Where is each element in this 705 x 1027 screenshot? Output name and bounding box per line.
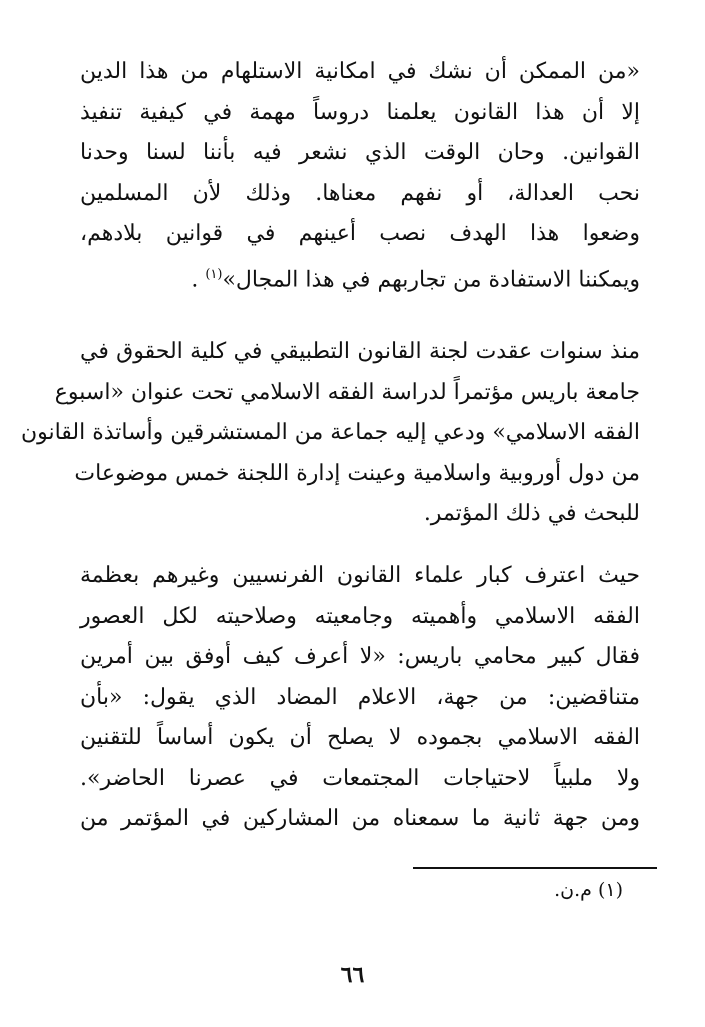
text-line-body: ويمكننا الاستفادة من تجاربهم في هذا المجال» bbox=[222, 266, 640, 292]
footnote-text: (١) م.ن. bbox=[554, 879, 623, 901]
text-line: وضعوا هذا الهدف نصب أعينهم في قوانين بلادهم، bbox=[80, 221, 640, 246]
text-line: الفقه الاسلامي» ودعي إليه جماعة من المستشرقين وأساتذة القانون bbox=[20, 420, 640, 445]
text-line: نحب العدالة، أو نفهم معناها. وذلك لأن المسلمين bbox=[80, 180, 640, 206]
text-line: «من الممكن أن نشك في امكانية الاستلهام من هذا الدين bbox=[80, 59, 640, 84]
text-line: إلا أن هذا القانون يعلمنا دروساً مهمة في كيفية تنفيذ bbox=[80, 99, 640, 125]
paragraph-conference bbox=[20, 332, 640, 535]
text-line: منذ سنوات عقدت لجنة القانون التطبيقي في كلية الحقوق في bbox=[80, 339, 640, 364]
text-line-last: للبحث في ذلك المؤتمر. bbox=[423, 501, 640, 526]
text-line: القوانين. وحان الوقت الذي نشعر فيه بأننا لسنا وحدنا bbox=[80, 140, 640, 165]
text-line: من دول أوروبية واسلامية وعينت إدارة اللجنة خمس موضوعات bbox=[74, 460, 640, 486]
sentence-end: . bbox=[191, 266, 206, 292]
text-line: جامعة باريس مؤتمراً لدراسة الفقه الاسلامي تحت عنوان «اسبوع bbox=[54, 379, 640, 405]
text-line: حيث اعترف كبار علماء القانون الفرنسيين وغيرهم بعظمة bbox=[80, 563, 640, 588]
paragraph-testimony bbox=[80, 556, 640, 840]
text-line: الفقه الاسلامي بجموده لا يصلح أن يكون أساساً للتقنين bbox=[80, 725, 640, 750]
footnote-marker: (١) bbox=[205, 266, 223, 282]
text-line: ومن جهة ثانية ما سمعناه من المشاركين في المؤتمر من bbox=[80, 806, 640, 831]
text-line: فقال كبير محامي باريس: «لا أعرف كيف أوفق بين أمرين bbox=[80, 644, 640, 669]
footnote-divider bbox=[413, 867, 657, 869]
text-line-last bbox=[80, 255, 640, 301]
page-number: ٦٦ bbox=[340, 962, 365, 988]
text-line: ولا ملبياً لاحتياجات المجتمعات في عصرنا الحاضر». bbox=[80, 765, 640, 791]
text-line: متناقضين: من جهة، الاعلام المضاد الذي يقول: «بأن bbox=[80, 684, 640, 710]
paragraph-quote bbox=[80, 52, 640, 300]
text-line: الفقه الاسلامي وأهميته وجامعيته وصلاحيته لكل العصور bbox=[80, 603, 640, 629]
